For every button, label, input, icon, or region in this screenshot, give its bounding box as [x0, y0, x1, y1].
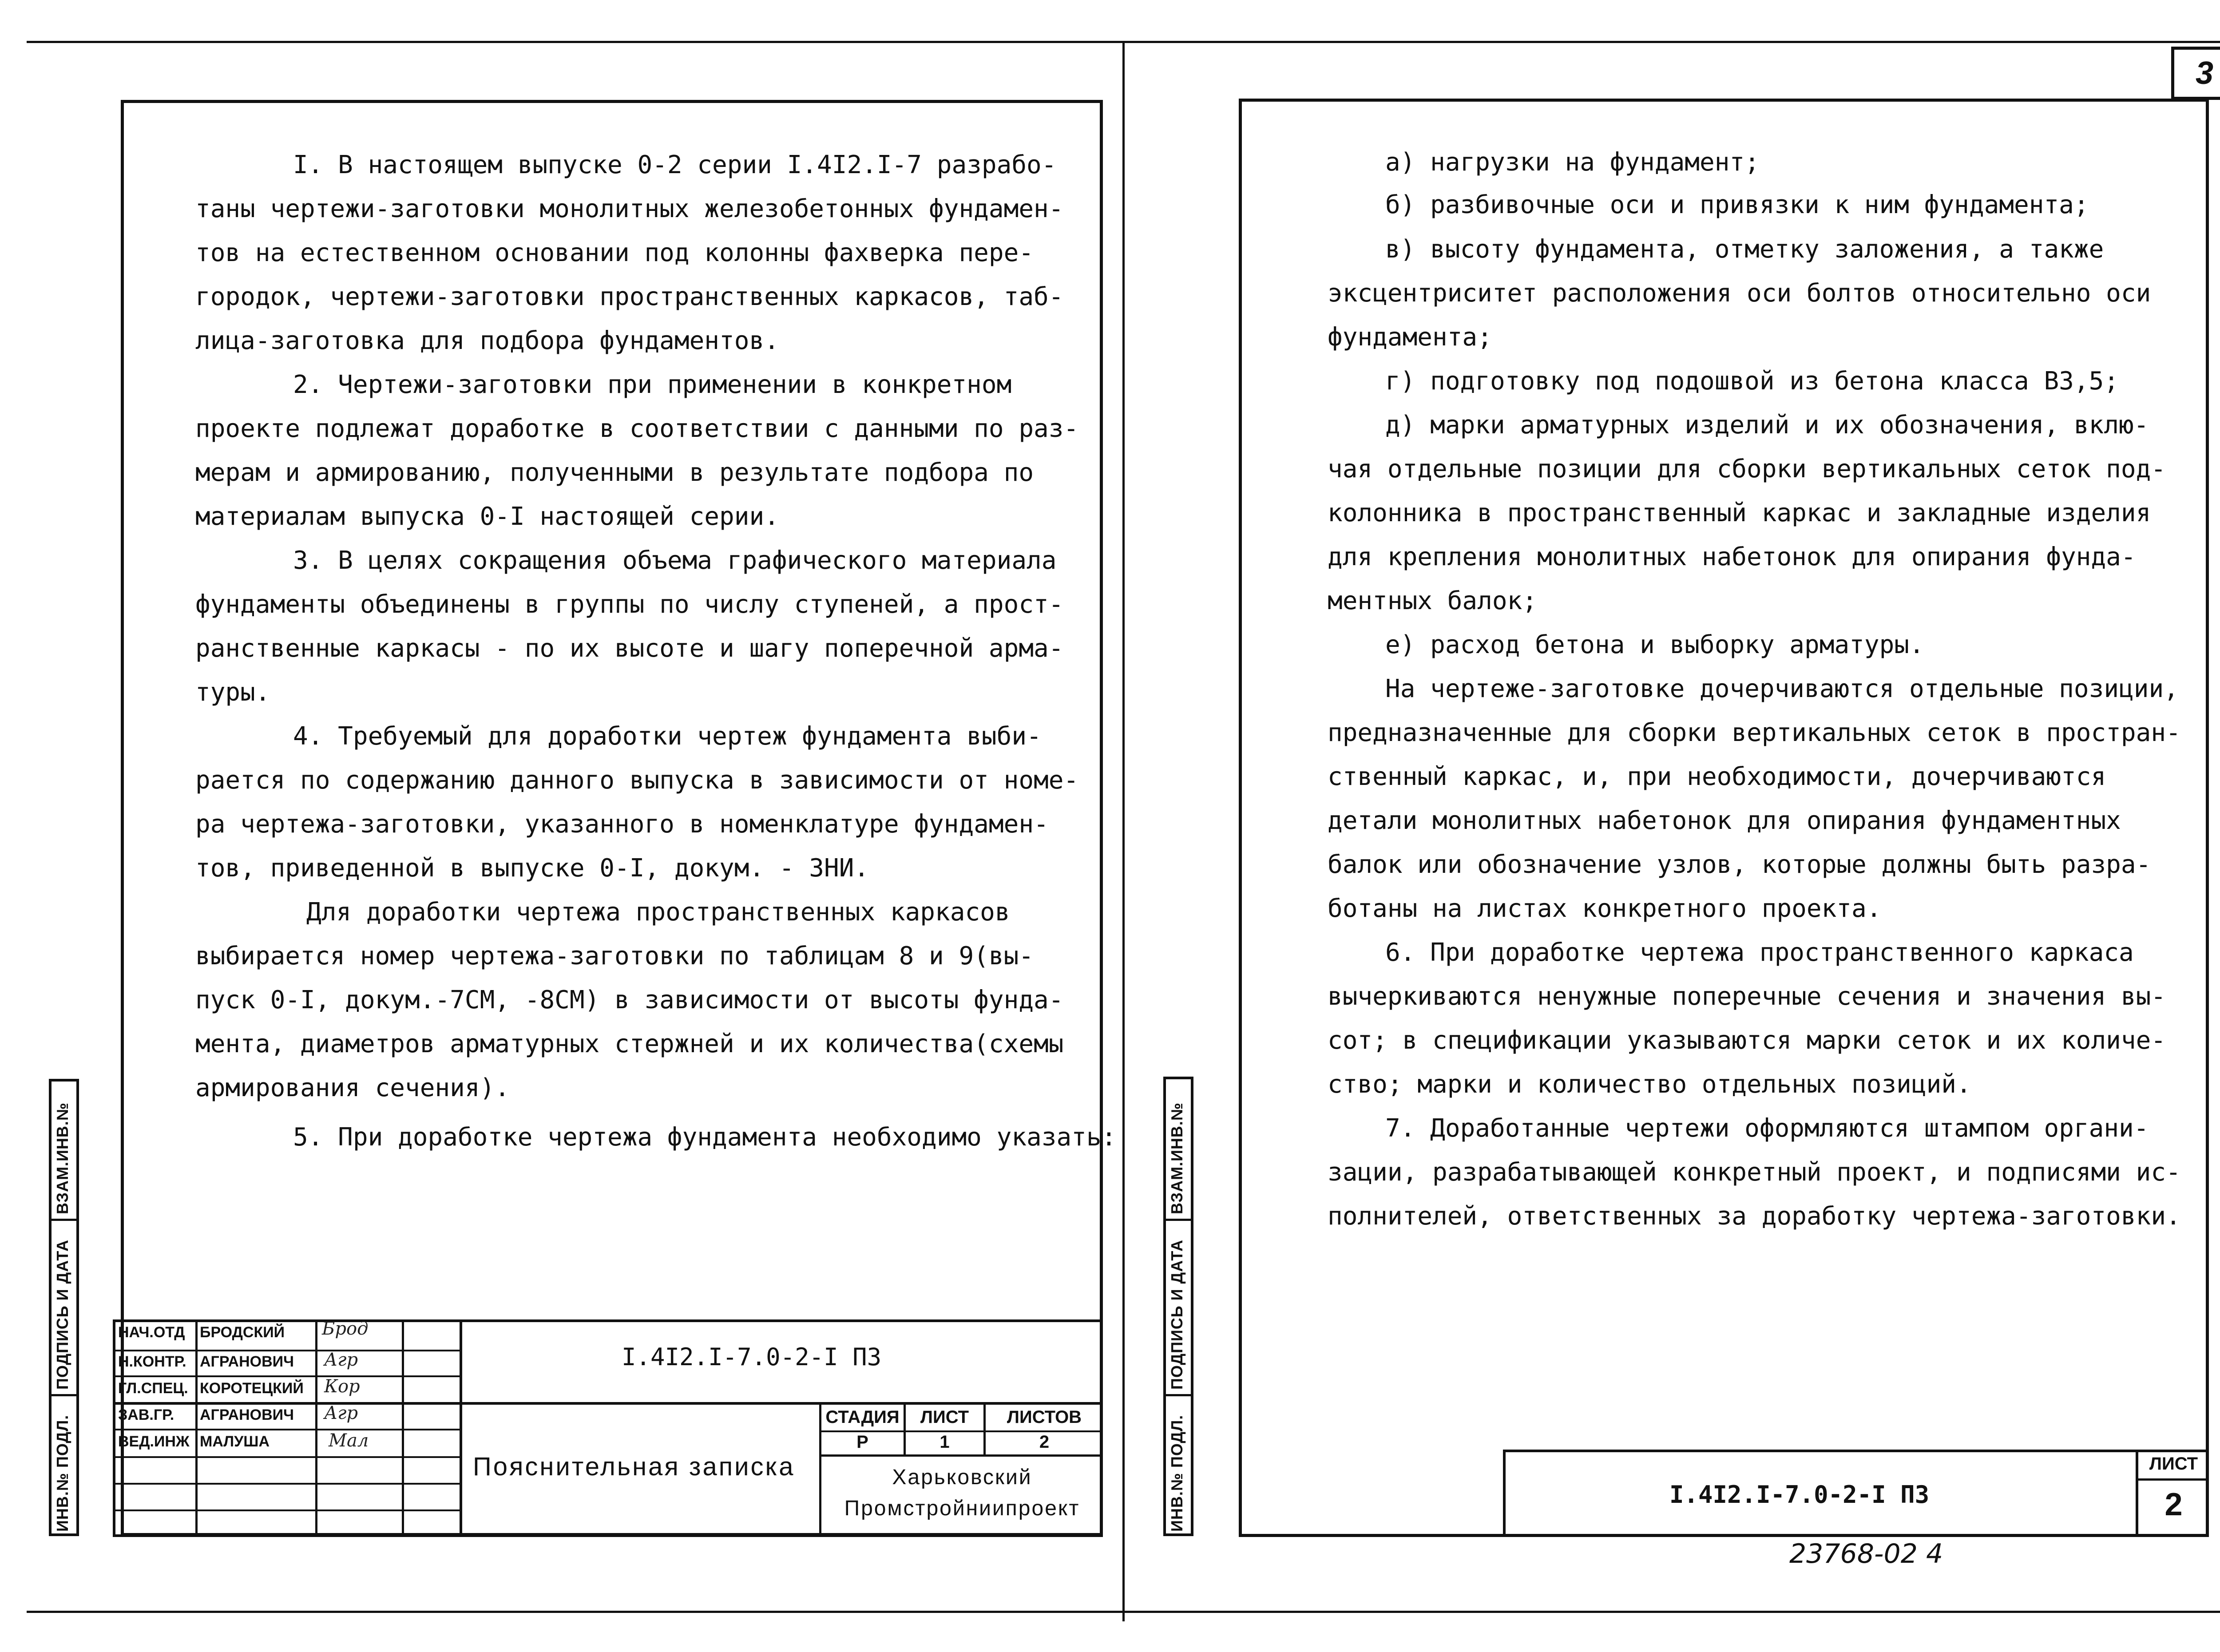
text-line: предназначенные для сборки вертикальных сеток в простран-: [1328, 718, 2181, 747]
stamp-name: МАЛУША: [200, 1433, 270, 1450]
stamp-line: [113, 1319, 115, 1536]
stamp-line: [1503, 1450, 2209, 1452]
stamp-role: ЗАВ.ГР.: [118, 1406, 174, 1423]
text-line: городок, чертежи-заготовки пространственных каркасов, таб-: [195, 282, 1064, 311]
stamp-line: [315, 1319, 317, 1536]
text-line: фундаменты объединены в группы по числу ступеней, а прост-: [195, 590, 1064, 619]
text-line: а) нагрузки на фундамент;: [1385, 148, 1760, 177]
stamp-role: НАЧ.ОТД: [118, 1324, 185, 1341]
stamp-line: [113, 1509, 460, 1511]
stamp-signature: Агр: [324, 1350, 358, 1370]
text-line: 7. Доработанные чертежи оформляются штампом органи-: [1385, 1114, 2149, 1143]
stamp-org-line2: Промстройниипроект: [844, 1497, 1080, 1520]
text-line: пуск 0-I, докум.-7СМ, -8СМ) в зависимости от высоты фунда-: [195, 986, 1064, 1014]
stamp-line: [113, 1534, 1103, 1537]
stamp-document-title: Пояснительная записка: [473, 1452, 795, 1481]
stamp-signature: Мал: [329, 1430, 369, 1451]
stamp-col-sheets: ЛИСТОВ: [1007, 1407, 1082, 1427]
page-number: 3: [2195, 55, 2214, 91]
stamp-document-code: I.4I2.I-7.0-2-I ПЗ: [1669, 1481, 1930, 1509]
stamp-sheet-value: 1: [940, 1432, 950, 1452]
text-line: эксцентриситет расположения оси болтов относительно оси: [1328, 279, 2151, 308]
stamp-col-sheet: ЛИСТ: [920, 1407, 969, 1427]
stamp-document-code: I.4I2.I-7.0-2-I ПЗ: [622, 1343, 882, 1371]
text-line: I. В настоящем выпуске 0-2 серии I.4I2.I-7 разрабо-: [293, 151, 1057, 179]
text-line: выбирается номер чертежа-заготовки по таблицам 8 и 9(вы-: [195, 942, 1034, 971]
stamp-line: [402, 1319, 404, 1536]
text-line: ранственные каркасы - по их высоте и шагу поперечной арма-: [195, 634, 1064, 663]
side-strip-divider: [49, 1219, 79, 1221]
stamp-name: АГРАНОВИЧ: [200, 1353, 294, 1370]
right-page-text: [1328, 140, 2181, 1238]
stamp-line: [113, 1402, 1103, 1405]
stamp-col-stage: СТАДИЯ: [825, 1407, 900, 1427]
text-line: туры.: [195, 678, 270, 707]
stamp-name: КОРОТЕЦКИЙ: [200, 1380, 304, 1397]
text-line: колонника в пространственный каркас и закладные изделия: [1328, 499, 2151, 527]
text-line: мента, диаметров арматурных стержней и их количества(схемы: [195, 1030, 1064, 1058]
text-line: лица-заготовка для подбора фундаментов.: [195, 326, 779, 355]
side-label-replace-inv: ВЗАМ.ИНВ.№: [53, 1102, 71, 1214]
stamp-signature: Кор: [324, 1376, 360, 1397]
stamp-line: [113, 1319, 1103, 1322]
text-line: детали монолитных набетонок для опирания фундаментных: [1328, 806, 2121, 835]
stamp-line: [113, 1429, 460, 1430]
stamp-name: БРОДСКИЙ: [200, 1324, 285, 1341]
stamp-line: [460, 1319, 462, 1536]
stamp-line: [113, 1456, 460, 1458]
stamp-name: АГРАНОВИЧ: [200, 1406, 294, 1423]
text-line: для крепления монолитных набетонок для опирания фунда-: [1328, 543, 2136, 571]
stamp-line: [113, 1375, 460, 1377]
text-line: На чертеже-заготовке дочерчиваются отдельные позиции,: [1385, 674, 2179, 703]
stamp-role: ГЛ.СПЕЦ.: [118, 1380, 188, 1397]
page-divider: [1122, 41, 1125, 1621]
text-line: тов, приведенной в выпуске 0-I, докум. - ЗНИ.: [195, 854, 869, 883]
left-page-text: [195, 143, 1116, 1159]
text-line: 5. При доработке чертежа фундамента необходимо указать:: [293, 1123, 1117, 1152]
text-line: тов на естественном основании под колонны фахверка пере-: [195, 238, 1034, 267]
text-line: балок или обозначение узлов, которые должны быть разра-: [1328, 850, 2151, 879]
text-line: ботаны на листах конкретного проекта.: [1328, 894, 1882, 923]
text-line: армирования сечения).: [195, 1074, 510, 1102]
stamp-line: [2136, 1478, 2209, 1481]
stamp-sheet-number: 2: [2164, 1487, 2183, 1522]
text-line: 4. Требуемый для доработки чертеж фундамента выби-: [293, 722, 1042, 751]
stamp-sheet-label: ЛИСТ: [2149, 1454, 2198, 1474]
text-line: вычеркиваются ненужные поперечные сечения и значения вы-: [1328, 982, 2166, 1011]
stamp-line: [195, 1319, 198, 1536]
stamp-line: [113, 1483, 460, 1485]
text-line: 3. В целях сокращения объема графического материала: [293, 546, 1057, 575]
stamp-role: ВЕД.ИНЖ: [118, 1433, 190, 1450]
text-line: полнителей, ответственных за доработку чертежа-заготовки.: [1328, 1202, 2181, 1231]
text-line: проекте подлежат доработке в соответствии с данными по раз-: [195, 414, 1079, 443]
text-line: зации, разрабатывающей конкретный проект, и подписями ис-: [1328, 1158, 2181, 1187]
text-line: чая отдельные позиции для сборки вертикальных сеток под-: [1328, 455, 2166, 483]
text-line: Для доработки чертежа пространственных каркасов: [306, 898, 1010, 927]
stamp-line: [819, 1454, 1103, 1457]
text-line: в) высоту фундамента, отметку заложения, а также: [1385, 235, 2104, 264]
text-line: фундамента;: [1328, 323, 1492, 352]
text-line: рается по содержанию данного выпуска в зависимости от номе-: [195, 766, 1079, 795]
text-line: мерам и армированию, полученными в результате подбора по: [195, 458, 1034, 487]
side-label-inv-orig: ИНВ.№ ПОДЛ.: [53, 1414, 71, 1532]
side-label-signature-date: ПОДПИСЬ И ДАТА: [1168, 1239, 1186, 1390]
side-strip-divider: [1163, 1219, 1193, 1221]
stamp-sheets-value: 2: [1039, 1432, 1050, 1452]
text-line: е) расход бетона и выборку арматуры.: [1385, 630, 1924, 659]
text-line: ство; марки и количество отдельных позиций.: [1328, 1070, 1971, 1099]
stamp-line: [1503, 1450, 1506, 1536]
text-line: д) марки арматурных изделий и их обозначения, вклю-: [1385, 411, 2149, 440]
text-line: 2. Чертежи-заготовки при применении в конкретном: [293, 370, 1012, 399]
stamp-line: [113, 1350, 460, 1351]
side-label-inv-orig: ИНВ.№ ПОДЛ.: [1168, 1414, 1186, 1532]
side-label-replace-inv: ВЗАМ.ИНВ.№: [1168, 1102, 1186, 1214]
side-label-signature-date: ПОДПИСЬ И ДАТА: [53, 1239, 71, 1390]
stamp-signature: Брод: [322, 1319, 369, 1339]
text-line: материалам выпуска 0-I настоящей серии.: [195, 502, 779, 531]
stamp-stage-value: Р: [856, 1432, 868, 1452]
text-line: сот; в спецификации указываются марки сеток и их количе-: [1328, 1026, 2166, 1055]
text-line: ментных балок;: [1328, 586, 1538, 615]
side-strip-divider: [1163, 1394, 1193, 1396]
page-number-box: [2171, 47, 2220, 100]
stamp-signature: Агр: [324, 1403, 358, 1423]
text-line: 6. При доработке чертежа пространственного каркаса: [1385, 938, 2134, 967]
archive-number: 23768-02 4: [1789, 1538, 1943, 1569]
stamp-role: Н.КОНТР.: [118, 1353, 186, 1370]
text-line: таны чертежи-заготовки монолитных железобетонных фундамен-: [195, 194, 1064, 223]
text-line: ра чертежа-заготовки, указанного в номенклатуре фундамен-: [195, 810, 1049, 839]
side-strip-divider: [49, 1394, 79, 1396]
text-line: г) подготовку под подошвой из бетона класса В3,5;: [1385, 367, 2119, 396]
text-line: б) разбивочные оси и привязки к ним фундамента;: [1385, 190, 2089, 219]
text-line: ственный каркас, и, при необходимости, дочерчиваются: [1328, 762, 2106, 791]
stamp-org-line1: Харьковский: [892, 1466, 1032, 1489]
